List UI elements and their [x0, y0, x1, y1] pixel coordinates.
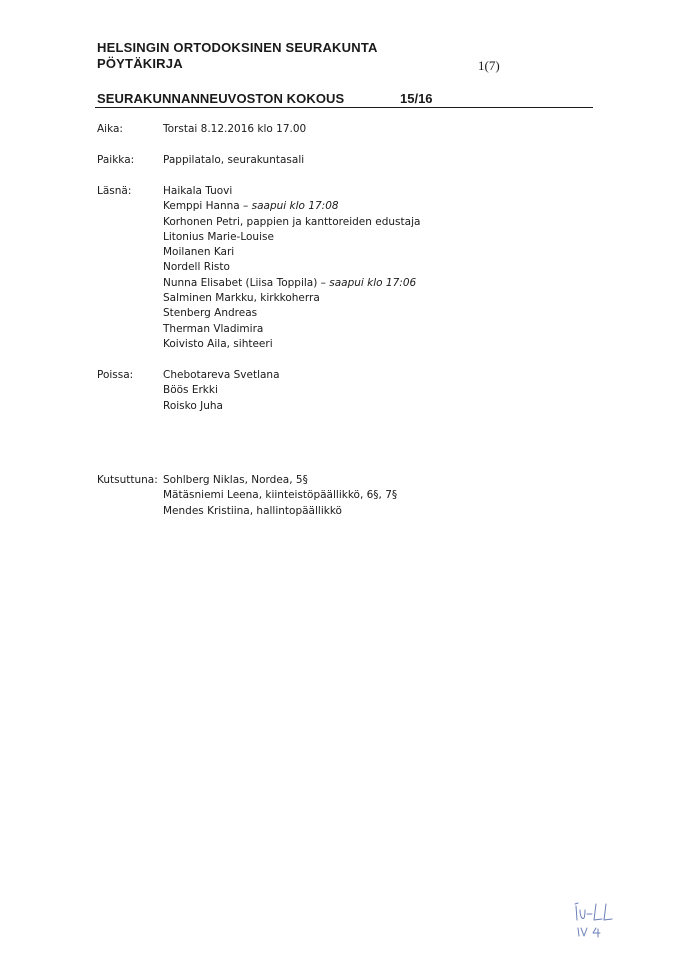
absent-member: Chebotareva Svetlana [163, 369, 280, 381]
present-member: Therman Vladimira [163, 322, 264, 335]
present-member: Nordell Risto [163, 261, 230, 274]
page-number: 1(7) [478, 58, 500, 73]
absent-label: Poissa: [97, 369, 134, 381]
meeting-title: SEURAKUNNANNEUVOSTON KOKOUS [97, 91, 345, 106]
present-member: Salminen Markku, kirkkoherra [163, 292, 320, 305]
time-value: Torstai 8.12.2016 klo 17.00 [163, 123, 307, 135]
organization-name [97, 40, 378, 72]
invited-list [163, 473, 397, 519]
present-list [163, 184, 420, 352]
present-label: Läsnä: [97, 185, 132, 197]
present-member: Moilanen Kari [163, 246, 235, 259]
time-label: Aika: [97, 123, 123, 135]
document-type: PÖYTÄKIRJA [97, 56, 183, 71]
place-label: Paikka: [97, 154, 135, 166]
header-divider [95, 107, 593, 108]
invited-label: Kutsuttuna: [97, 474, 158, 486]
organization-name-line1: HELSINGIN ORTODOKSINEN SEURAKUNTA [97, 40, 378, 55]
absent-member: Roisko Juha [163, 399, 223, 412]
present-member: Kemppi Hanna – saapui klo 17:08 [163, 200, 339, 213]
invited-member: Mendes Kristiina, hallintopäällikkö [163, 504, 342, 517]
present-member: Koivisto Aila, sihteeri [163, 337, 273, 350]
present-member: Korhonen Petri, pappien ja kanttoreiden edustaja [163, 215, 421, 228]
arrival-note: saapui klo 17:06 [329, 276, 417, 289]
present-member: Haikala Tuovi [163, 185, 233, 197]
meeting-number: 15/16 [400, 91, 433, 106]
place-value: Pappilatalo, seurakuntasali [163, 154, 305, 166]
present-member: Stenberg Andreas [163, 307, 258, 320]
absent-list [163, 368, 280, 414]
handwritten-initials [572, 898, 622, 938]
present-member: Litonius Marie-Louise [163, 230, 274, 243]
invited-member: Sohlberg Niklas, Nordea, 5§ [163, 474, 308, 486]
invited-member: Mätäsniemi Leena, kiinteistöpäällikkö, 6§, 7§ [163, 489, 398, 502]
absent-member: Böös Erkki [163, 384, 218, 397]
present-member: Nunna Elisabet (Liisa Toppila) – saapui klo 17:06 [163, 276, 417, 289]
arrival-note: saapui klo 17:08 [251, 200, 339, 213]
